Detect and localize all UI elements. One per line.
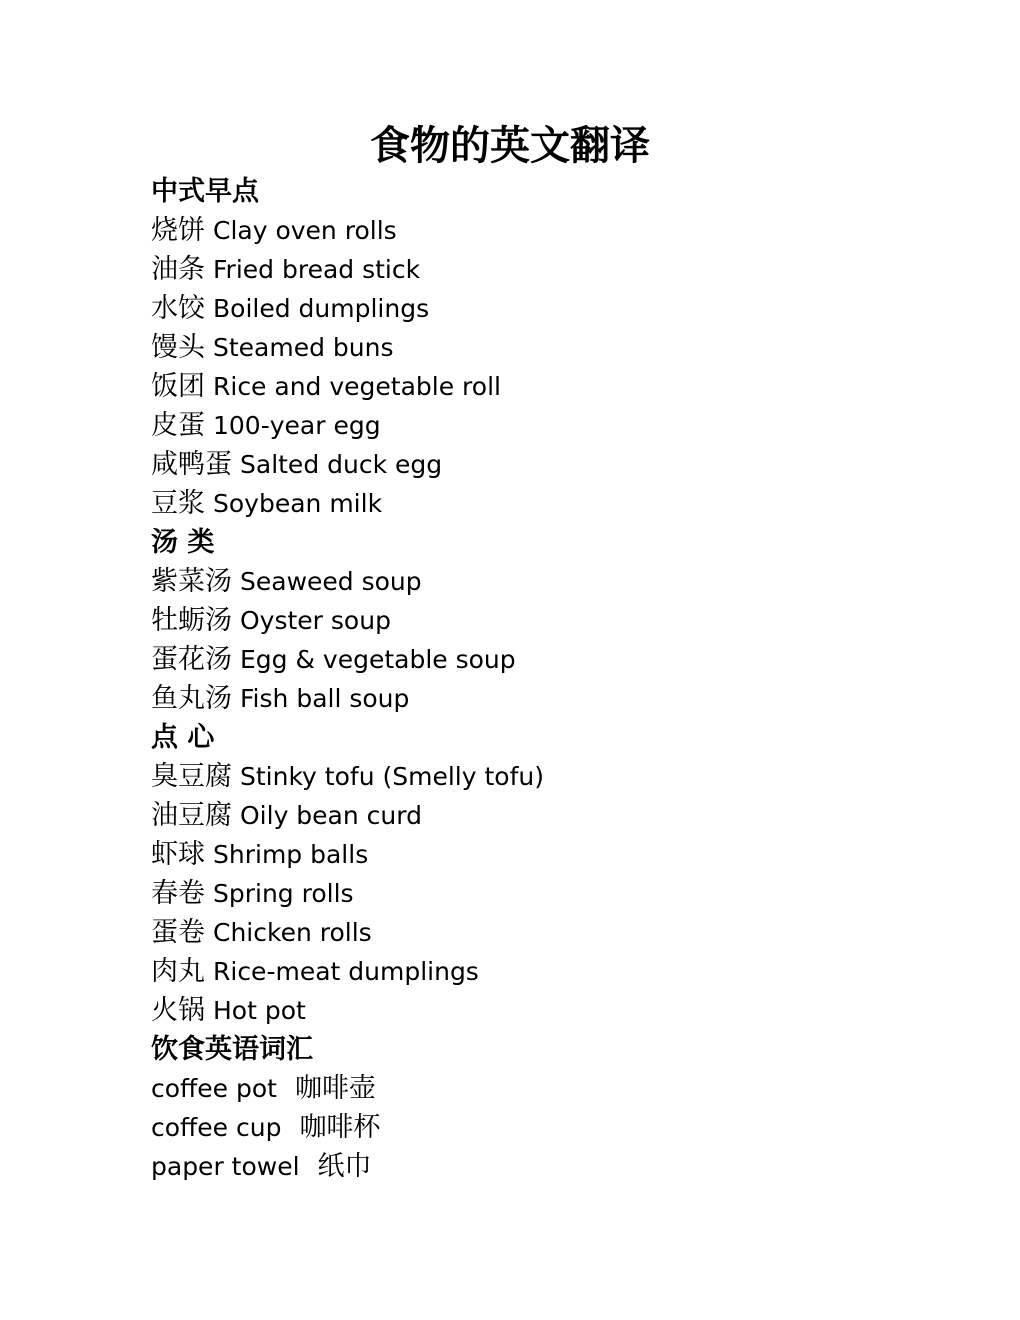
item-english: Steamed buns xyxy=(213,333,394,362)
item-english: Oyster soup xyxy=(240,606,391,635)
item-english: Soybean milk xyxy=(213,489,383,518)
item-english: Fried bread stick xyxy=(213,255,421,284)
list-item xyxy=(151,679,951,718)
item-chinese: 水饺 xyxy=(151,293,205,324)
list-item xyxy=(151,796,951,835)
list-item xyxy=(151,835,951,874)
list-item xyxy=(151,211,951,250)
item-chinese: 豆浆 xyxy=(151,488,205,519)
list-item xyxy=(151,328,951,367)
list-item xyxy=(151,1108,951,1147)
section-heading-snacks: 点 心 xyxy=(151,722,215,753)
item-chinese: 烧饼 xyxy=(151,215,205,246)
list-item xyxy=(151,1147,951,1186)
item-english: Seaweed soup xyxy=(240,567,422,596)
list-item xyxy=(151,562,951,601)
item-chinese: 臭豆腐 xyxy=(151,761,232,792)
list-item xyxy=(151,757,951,796)
item-english: paper towel xyxy=(151,1152,300,1181)
list-item xyxy=(151,484,951,523)
item-english: Chicken rolls xyxy=(213,918,372,947)
list-item xyxy=(151,601,951,640)
item-chinese: 紫菜汤 xyxy=(151,566,232,597)
item-chinese: 咸鸭蛋 xyxy=(151,449,232,480)
item-chinese: 蛋卷 xyxy=(151,917,205,948)
item-chinese: 春卷 xyxy=(151,878,205,909)
item-english: Hot pot xyxy=(213,996,306,1025)
item-chinese: 油豆腐 xyxy=(151,800,232,831)
item-chinese: 皮蛋 xyxy=(151,410,205,441)
item-english: Stinky tofu (Smelly tofu) xyxy=(240,762,544,791)
list-item xyxy=(151,991,951,1030)
item-chinese: 咖啡壶 xyxy=(294,1073,376,1104)
item-english: coffee pot xyxy=(151,1074,277,1103)
item-chinese: 牡蛎汤 xyxy=(151,605,232,636)
item-english: Clay oven rolls xyxy=(213,216,397,245)
section-heading-soups: 汤 类 xyxy=(151,527,215,558)
item-chinese: 肉丸 xyxy=(151,956,205,987)
item-english: Spring rolls xyxy=(213,879,354,908)
item-chinese: 咖啡杯 xyxy=(299,1112,381,1143)
item-english: Salted duck egg xyxy=(240,450,443,479)
item-chinese: 虾球 xyxy=(151,839,205,870)
list-item xyxy=(151,1069,951,1108)
item-chinese: 火锅 xyxy=(151,995,205,1026)
section-heading-vocabulary: 饮食英语词汇 xyxy=(151,1034,313,1065)
list-item xyxy=(151,640,951,679)
item-english: Oily bean curd xyxy=(240,801,422,830)
document-body xyxy=(151,172,951,1186)
list-item xyxy=(151,289,951,328)
list-item xyxy=(151,874,951,913)
item-english: coffee cup xyxy=(151,1113,282,1142)
list-item xyxy=(151,445,951,484)
item-english: Boiled dumplings xyxy=(213,294,430,323)
item-chinese: 鱼丸汤 xyxy=(151,683,232,714)
item-english: 100-year egg xyxy=(213,411,381,440)
list-item xyxy=(151,250,951,289)
item-english: Fish ball soup xyxy=(240,684,410,713)
item-chinese: 纸巾 xyxy=(317,1151,372,1182)
item-english: Rice and vegetable roll xyxy=(213,372,501,401)
list-item xyxy=(151,913,951,952)
item-chinese: 馒头 xyxy=(151,332,205,363)
item-chinese: 油条 xyxy=(151,254,205,285)
item-chinese: 蛋花汤 xyxy=(151,644,232,675)
item-english: Rice-meat dumplings xyxy=(213,957,479,986)
list-item xyxy=(151,367,951,406)
item-english: Shrimp balls xyxy=(213,840,369,869)
item-chinese: 饭团 xyxy=(151,371,205,402)
section-heading-breakfast: 中式早点 xyxy=(151,176,259,207)
document-title: 食物的英文翻译 xyxy=(370,122,650,169)
item-english: Egg & vegetable soup xyxy=(240,645,516,674)
list-item xyxy=(151,406,951,445)
list-item xyxy=(151,952,951,991)
